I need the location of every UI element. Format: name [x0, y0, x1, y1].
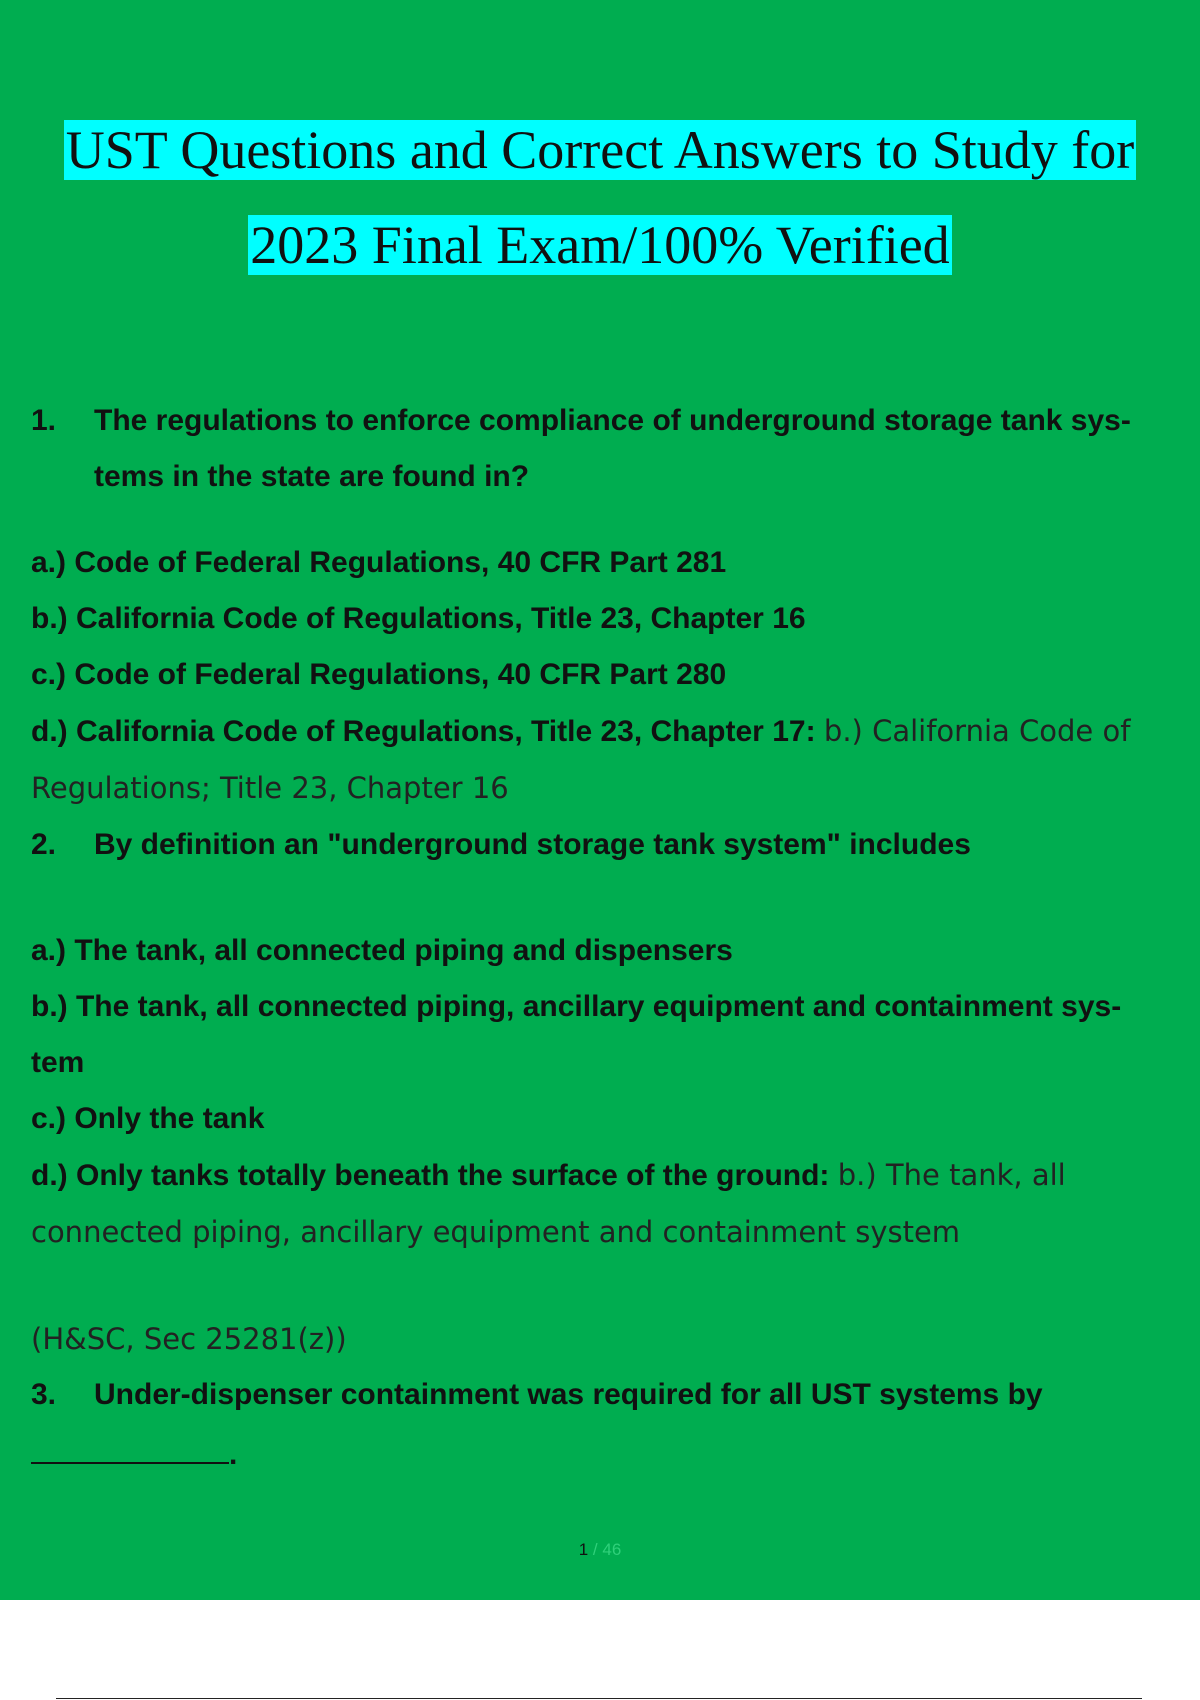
option-c: c.) Code of Federal Regulations, 40 CFR Part 280	[31, 658, 727, 691]
option-d-with-answer	[31, 1147, 1181, 1261]
option-a: a.) The tank, all connected piping and dispensers	[31, 934, 733, 967]
option-d: d.) Only tanks totally beneath the surface of the ground:	[31, 1159, 830, 1192]
answer-text: b.) California Code of Regulations; Title 23, Chapter 16	[31, 714, 1131, 805]
title-line-2: 2023 Final Exam/100% Verified	[250, 215, 950, 275]
blank-suffix: .	[229, 1438, 238, 1471]
footer-divider	[56, 1698, 1142, 1699]
option-c: c.) Only the tank	[31, 1102, 265, 1135]
question-number: 2.	[31, 828, 57, 861]
questions-body	[31, 393, 1181, 1483]
total-pages: / 46	[592, 1540, 622, 1559]
question-text: The regulations to enforce compliance of underground storage tank sys- tems in the state are found in?	[94, 404, 1131, 493]
question-number: 3.	[31, 1378, 57, 1411]
answer-reference: (H&SC, Sec 25281(z))	[31, 1322, 347, 1356]
question-1-header	[31, 393, 1181, 505]
question-number: 1.	[31, 404, 57, 437]
question-text: By definition an "underground storage tank system" includes	[94, 828, 971, 861]
question-2-header	[31, 817, 1181, 873]
page-indicator	[0, 1540, 1200, 1560]
fill-in-blank-line	[31, 1438, 229, 1464]
title-line-1: UST Questions and Correct Answers to Study for	[65, 120, 1135, 180]
document-title	[0, 103, 1200, 293]
option-b: b.) California Code of Regulations, Title 23, Chapter 16	[31, 602, 806, 635]
option-b: b.) The tank, all connected piping, ancillary equipment and containment sys- tem	[31, 990, 1122, 1079]
current-page: 1	[578, 1540, 589, 1559]
question-text: Under-dispenser containment was required for all UST systems by	[94, 1378, 1043, 1411]
answer-text: b.) The tank, all connected piping, ancillary equipment and containment system	[31, 1158, 1066, 1249]
answer-blank	[31, 1427, 1181, 1483]
option-a: a.) Code of Federal Regulations, 40 CFR Part 281	[31, 546, 727, 579]
option-d-with-answer	[31, 703, 1181, 817]
option-d: d.) California Code of Regulations, Title 23, Chapter 17:	[31, 715, 816, 748]
question-3-header	[31, 1367, 1181, 1423]
